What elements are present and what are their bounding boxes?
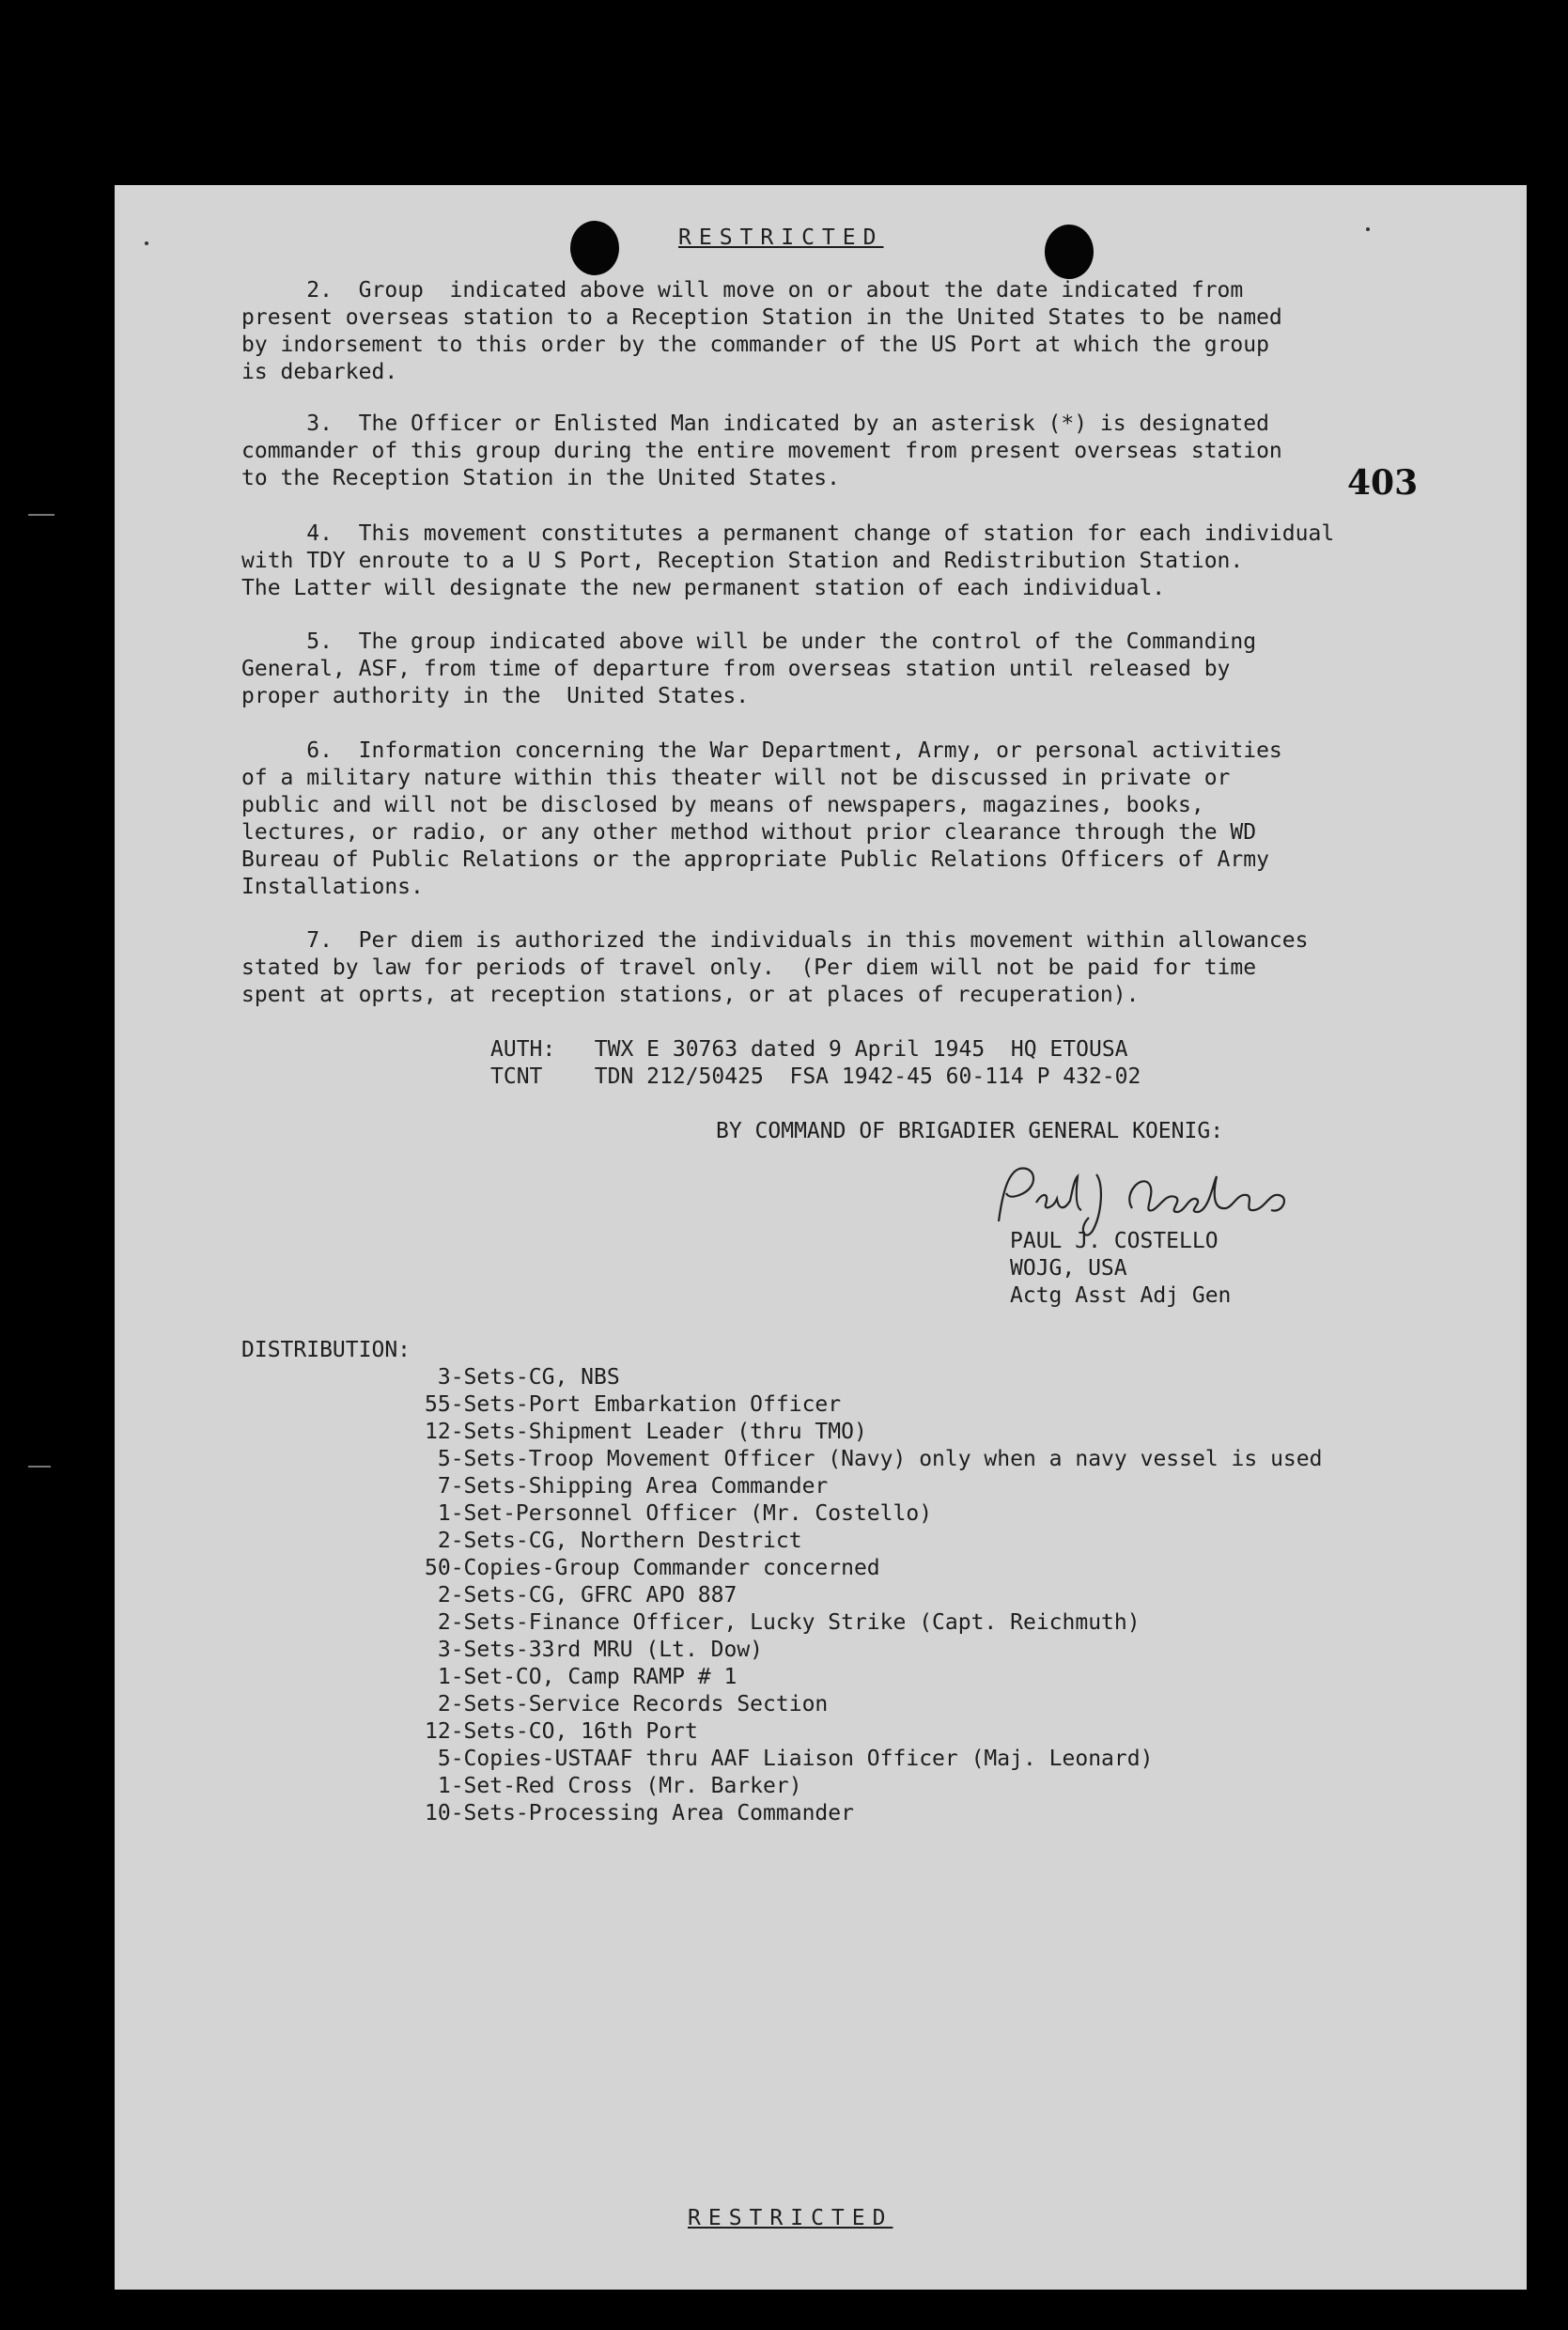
distribution-item: 3-Sets-CG, NBS (425, 1365, 620, 1390)
scan-edge-mark (28, 1466, 51, 1468)
paragraph-line: lectures, or radio, or any other method without prior clearance through the WD (241, 820, 1257, 845)
distribution-item: 50-Copies-Group Commander concerned (425, 1556, 880, 1580)
distribution-item: 2-Sets-CG, Northern Destrict (425, 1529, 802, 1553)
distribution-label: DISTRIBUTION: (241, 1338, 411, 1362)
auth-line: AUTH: TWX E 30763 dated 9 April 1945 HQ ETOUSA (490, 1037, 1128, 1062)
distribution-item: 7-Sets-Shipping Area Commander (425, 1474, 829, 1499)
handwritten-signature (991, 1156, 1311, 1240)
page-number: 403 (1347, 463, 1419, 503)
paragraph-line: stated by law for periods of travel only. (Per diem will not be paid for time (241, 955, 1257, 980)
paragraph-line: Bureau of Public Relations or the appropriate Public Relations Officers of Army (241, 847, 1269, 872)
distribution-item: 5-Copies-USTAAF thru AAF Liaison Officer (Maj. Leonard) (425, 1747, 1154, 1771)
paragraph-line: by indorsement to this order by the commander of the US Port at which the group (241, 333, 1269, 357)
paragraph-line: 5. The group indicated above will be under the control of the Commanding (241, 629, 1257, 654)
paragraph-line: spent at oprts, at reception stations, or at places of recuperation). (241, 983, 1140, 1007)
restricted-header: RESTRICTED (678, 225, 884, 250)
distribution-item: 12-Sets-CO, 16th Port (425, 1719, 698, 1744)
distribution-item: 1-Set-Red Cross (Mr. Barker) (425, 1774, 802, 1798)
distribution-item: 55-Sets-Port Embarkation Officer (425, 1392, 842, 1417)
distribution-item: 2-Sets-Service Records Section (425, 1692, 829, 1716)
distribution-item: 5-Sets-Troop Movement Officer (Navy) only when a navy vessel is used (425, 1447, 1323, 1471)
distribution-item: 12-Sets-Shipment Leader (thru TMO) (425, 1420, 867, 1444)
signer-title: Actg Asst Adj Gen (1010, 1283, 1232, 1308)
paragraph-line: is debarked. (241, 360, 398, 384)
paragraph-line: 4. This movement constitutes a permanent change of station for each individual (241, 521, 1335, 546)
distribution-item: 1-Set-Personnel Officer (Mr. Costello) (425, 1501, 933, 1526)
paragraph-line: General, ASF, from time of departure from overseas station until released by (241, 657, 1231, 681)
punch-hole-left (570, 221, 619, 275)
paragraph-line: commander of this group during the entire movement from present overseas station (241, 439, 1282, 463)
command-line: BY COMMAND OF BRIGADIER GENERAL KOENIG: (716, 1119, 1224, 1143)
paragraph-line: proper authority in the United States. (241, 684, 750, 708)
paragraph-line: 7. Per diem is authorized the individuals in this movement within allowances (241, 928, 1309, 953)
distribution-item: 3-Sets-33rd MRU (Lt. Dow) (425, 1638, 764, 1662)
paragraph-line: present overseas station to a Reception Station in the United States to be named (241, 305, 1282, 330)
document-page (115, 185, 1527, 2290)
signer-rank: WOJG, USA (1010, 1256, 1127, 1281)
distribution-item: 10-Sets-Processing Area Commander (425, 1801, 854, 1825)
tcnt-line: TCNT TDN 212/50425 FSA 1942-45 60-114 P 432-02 (490, 1064, 1141, 1089)
paragraph-line: The Latter will designate the new permanent station of each individual. (241, 576, 1166, 600)
paragraph-line: with TDY enroute to a U S Port, Reception Station and Redistribution Station. (241, 549, 1244, 573)
scan-speck (1366, 227, 1370, 231)
paragraph-line: 6. Information concerning the War Department, Army, or personal activities (241, 738, 1282, 763)
paragraph-line: 3. The Officer or Enlisted Man indicated by an asterisk (*) is designated (241, 412, 1269, 436)
restricted-footer: RESTRICTED (688, 2206, 893, 2230)
signer-name: PAUL J. COSTELLO (1010, 1229, 1219, 1253)
paragraph-line: Installations. (241, 875, 424, 899)
distribution-item: 1-Set-CO, Camp RAMP # 1 (425, 1665, 737, 1689)
distribution-item: 2-Sets-Finance Officer, Lucky Strike (Capt. Reichmuth) (425, 1610, 1141, 1635)
paragraph-line: public and will not be disclosed by means of newspapers, magazines, books, (241, 793, 1204, 817)
paragraph-line: to the Reception Station in the United States. (241, 466, 840, 490)
paragraph-line: 2. Group indicated above will move on or about the date indicated from (241, 278, 1244, 303)
punch-hole-right (1045, 225, 1094, 279)
scan-edge-mark (28, 514, 54, 516)
scan-speck (145, 241, 148, 245)
distribution-item: 2-Sets-CG, GFRC APO 887 (425, 1583, 737, 1608)
paragraph-line: of a military nature within this theater will not be discussed in private or (241, 766, 1231, 790)
